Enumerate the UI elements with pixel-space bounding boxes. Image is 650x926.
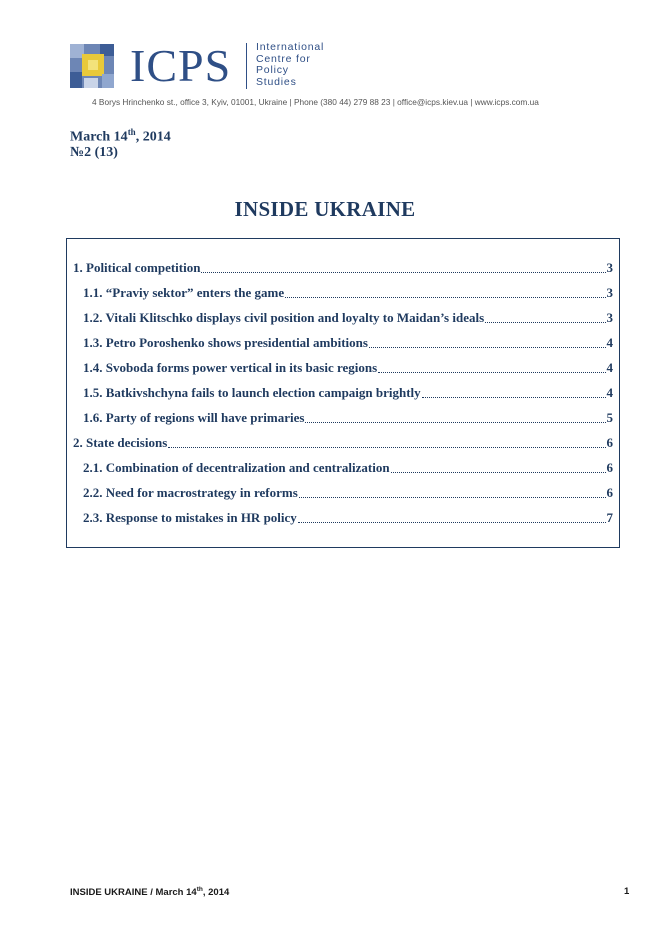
toc-leader-dots <box>299 497 606 498</box>
toc-entry-label: 2.1. Combination of decentralization and centralization <box>83 460 390 475</box>
toc-entry-page: 4 <box>606 335 613 350</box>
toc-entry-page: 3 <box>606 310 613 325</box>
brand-subtitle <box>256 42 324 88</box>
toc-entry[interactable] <box>73 431 613 451</box>
toc-entry[interactable] <box>73 256 613 276</box>
toc-entry-page: 6 <box>606 460 613 475</box>
footer-year: , 2014 <box>202 887 230 899</box>
toc-entry[interactable] <box>83 456 613 476</box>
toc-entry-label: 2.3. Response to mistakes in HR policy <box>83 510 297 525</box>
toc-entry-label: 1.3. Petro Poroshenko shows presidential ambitions <box>83 335 368 350</box>
toc-entry-label: 2.2. Need for macrostrategy in reforms <box>83 485 298 500</box>
toc-leader-dots <box>485 322 605 323</box>
toc-entry-page: 7 <box>606 510 613 525</box>
toc-entry-page: 3 <box>606 285 613 300</box>
toc-entry-page: 4 <box>606 385 613 400</box>
toc-entry-label: 1.6. Party of regions will have primaries <box>83 410 305 425</box>
toc-entry[interactable] <box>83 281 613 301</box>
brand-subtitle-line: Studies <box>256 75 297 88</box>
toc-entry[interactable] <box>83 506 613 526</box>
table-of-contents <box>66 238 620 548</box>
toc-leader-dots <box>285 297 605 298</box>
header-divider <box>246 43 247 89</box>
toc-leader-dots <box>378 372 605 373</box>
toc-entry[interactable] <box>83 381 613 401</box>
toc-entry-page: 4 <box>606 360 613 375</box>
date-ordinal: th <box>127 127 136 137</box>
toc-entry-label: 1.5. Batkivshchyna fails to launch election campaign brightly <box>83 385 421 400</box>
brand-name: ICPS <box>130 40 232 91</box>
toc-entry[interactable] <box>83 406 613 426</box>
toc-leader-dots <box>298 522 606 523</box>
toc-entry-label: 2. State decisions <box>73 435 168 450</box>
toc-entry-page: 3 <box>606 260 613 275</box>
toc-entry-label: 1.1. “Praviy sektor” enters the game <box>83 285 285 300</box>
toc-leader-dots <box>391 472 606 473</box>
footer-running-title <box>70 886 229 898</box>
issue-date <box>70 127 171 146</box>
toc-leader-dots <box>422 397 606 398</box>
page-title: INSIDE UKRAINE <box>234 197 416 221</box>
footer-ordinal: th <box>196 886 203 893</box>
toc-entry-page: 5 <box>606 410 613 425</box>
toc-entry-label: 1.2. Vitali Klitschko displays civil position and loyalty to Maidan’s ideals <box>83 310 485 325</box>
toc-entry[interactable] <box>83 356 613 376</box>
brand-subtitle-line: Centre for <box>256 52 311 65</box>
toc-entry-page: 6 <box>606 435 613 450</box>
toc-entry-page: 6 <box>606 485 613 500</box>
footer-title-text: INSIDE UKRAINE / March 14 <box>70 887 197 899</box>
toc-leader-dots <box>201 272 605 273</box>
date-year: , 2014 <box>135 129 171 145</box>
toc-entry[interactable] <box>83 331 613 351</box>
header <box>70 40 600 92</box>
toc-leader-dots <box>369 347 606 348</box>
logo-icon <box>70 44 114 88</box>
toc-entry[interactable] <box>83 481 613 501</box>
brand-subtitle-line: International <box>256 41 325 53</box>
toc-leader-dots <box>305 422 605 423</box>
contact-address: 4 Borys Hrinchenko st., office 3, Kyiv, 01001, Ukraine | Phone (380 44) 279 88 23 | office@icps.kiev.ua | www.icps.com.ua <box>92 97 539 107</box>
toc-leader-dots <box>168 447 605 448</box>
date-text: March 14 <box>70 129 128 145</box>
toc-entry[interactable] <box>83 306 613 326</box>
page-number: 1 <box>624 886 630 897</box>
issue-number: №2 (13) <box>70 145 118 160</box>
toc-entry-label: 1.4. Svoboda forms power vertical in its basic regions <box>83 360 378 375</box>
brand-subtitle-line: Policy <box>256 64 289 76</box>
toc-entry-label: 1. Political competition <box>73 260 201 275</box>
